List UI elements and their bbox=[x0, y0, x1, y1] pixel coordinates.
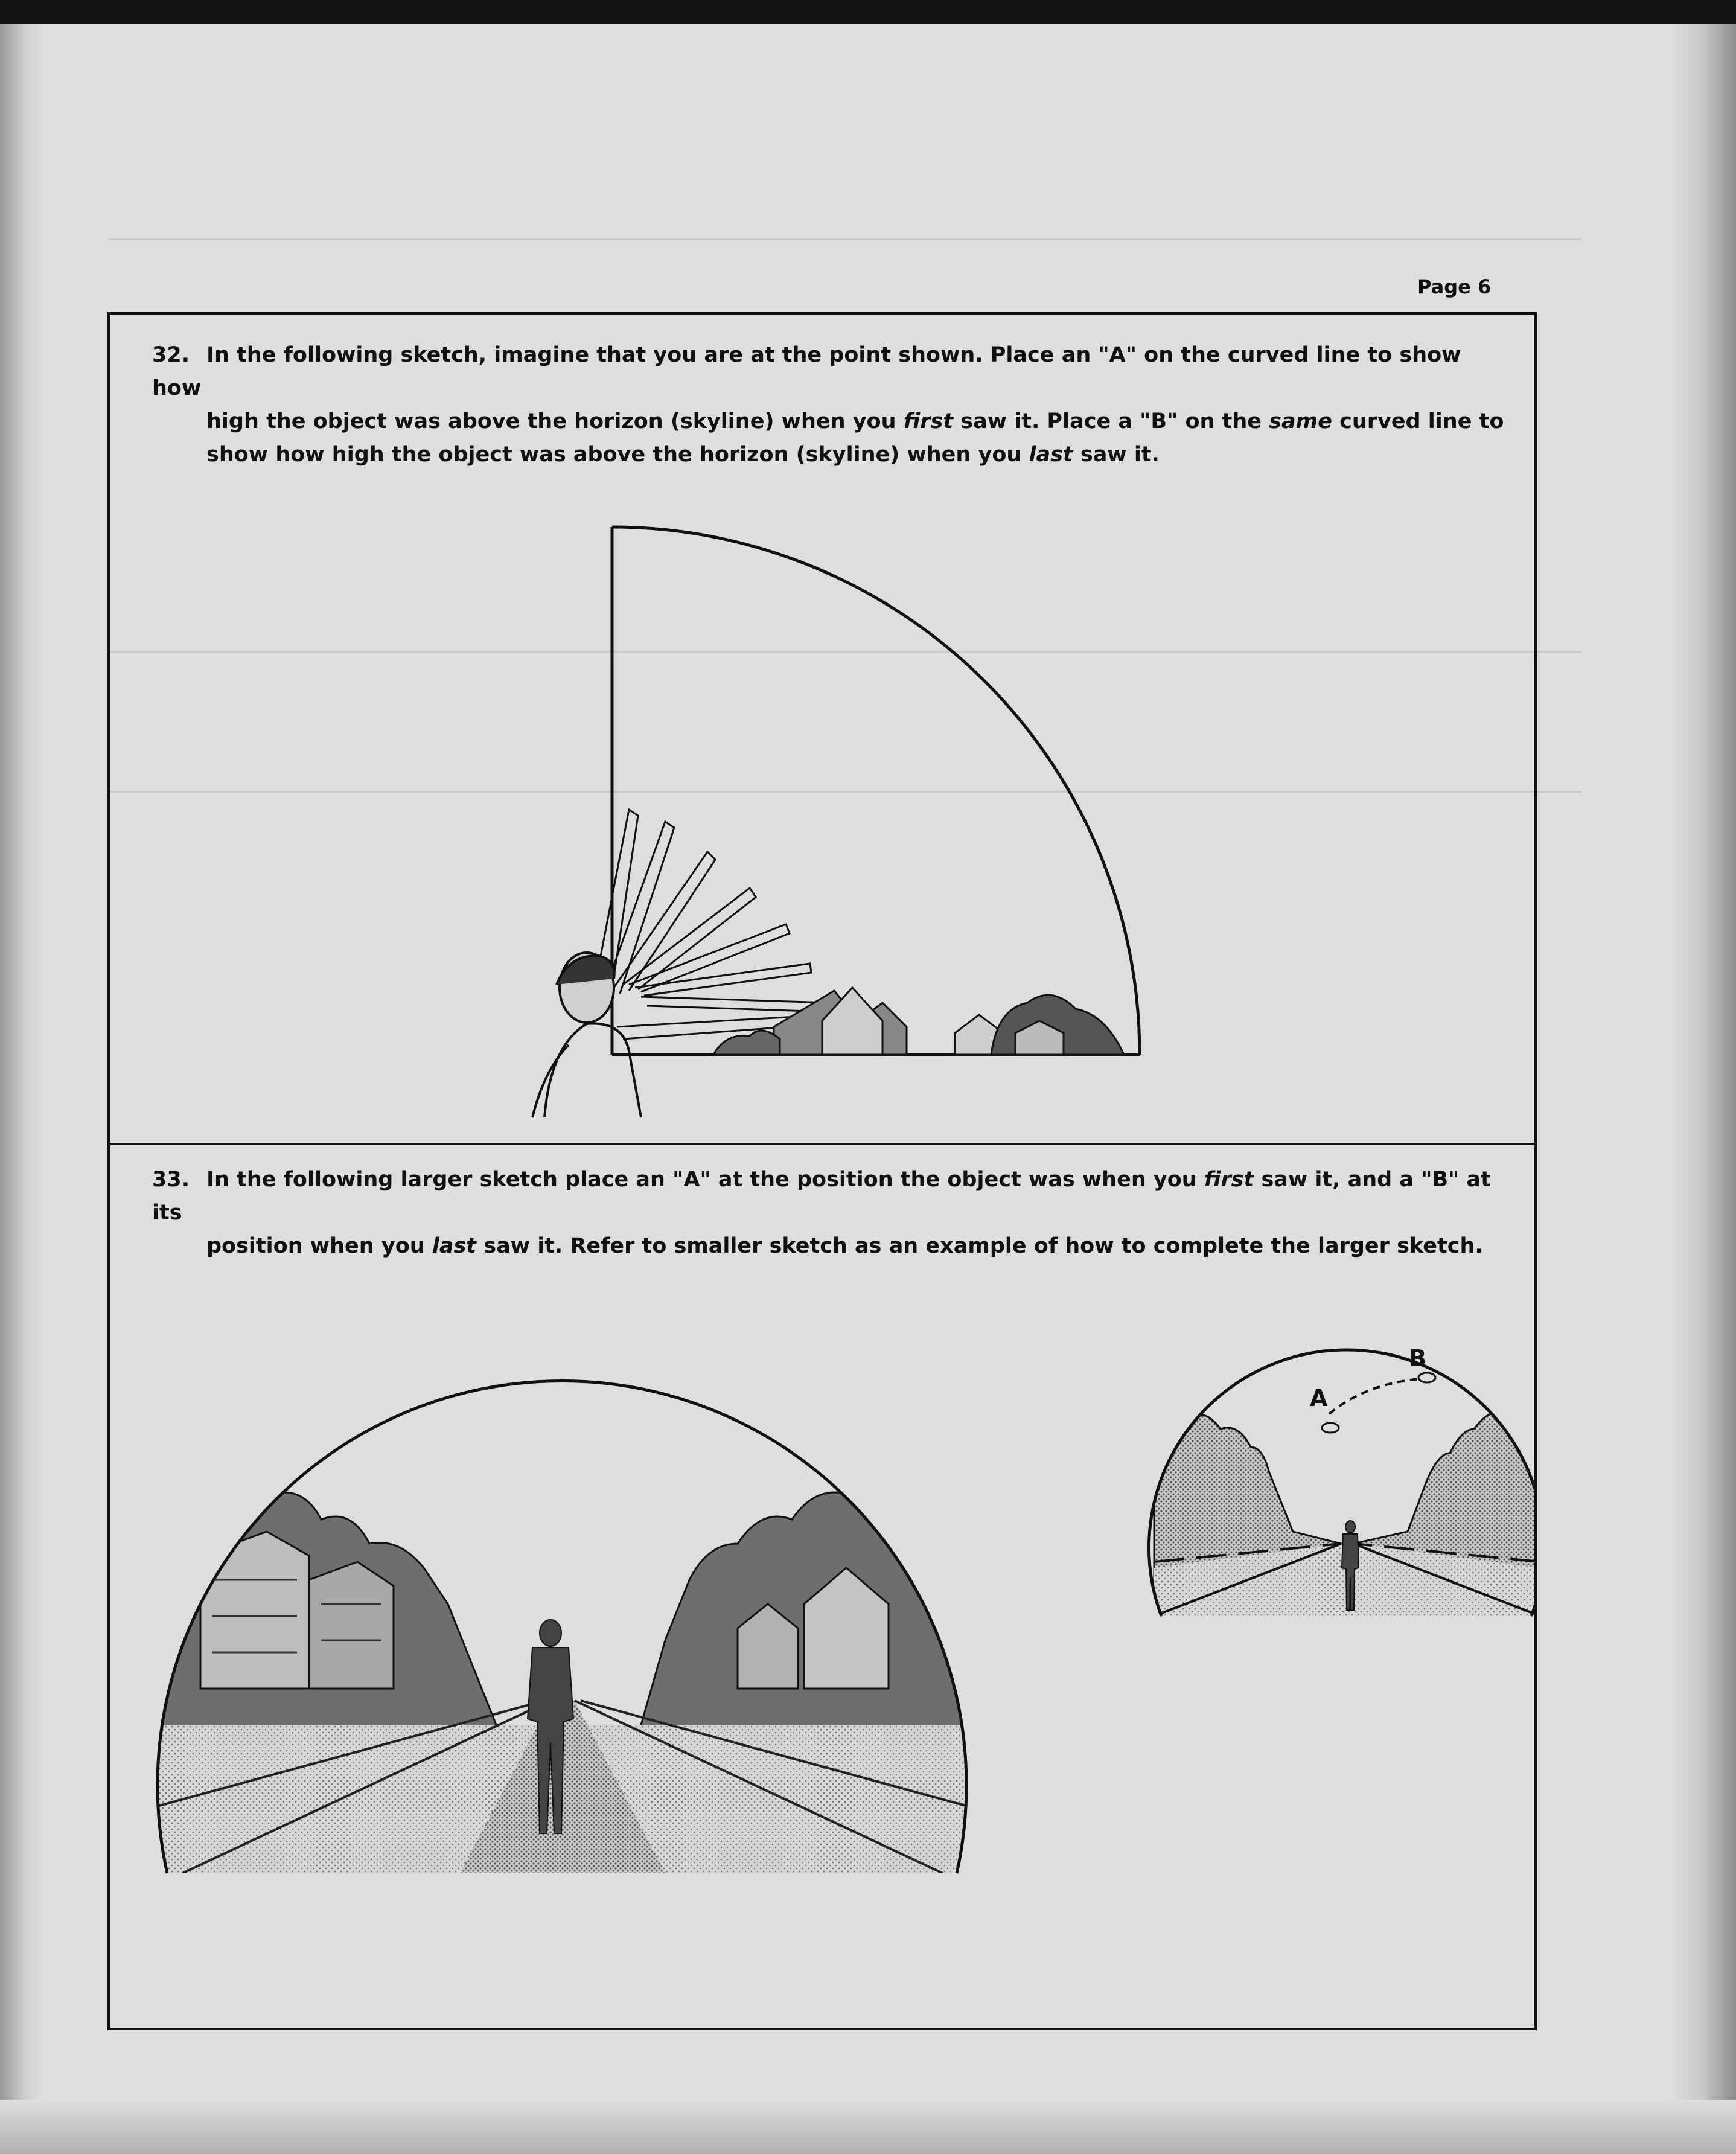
question-32-line-1: 32. In the following sketch, imagine that you are at the point shown. Place an "A" on the curved line to show how bbox=[152, 339, 1510, 405]
question-33-panel bbox=[107, 1143, 1537, 2030]
page-number: Page 6 bbox=[1417, 275, 1492, 298]
pointing-hands-illustration bbox=[593, 810, 829, 1039]
question-32-panel bbox=[107, 312, 1537, 1145]
small-example-sketch bbox=[1149, 1345, 1534, 1616]
label-a: A bbox=[1310, 1385, 1328, 1411]
question-33-line-2: position when you last saw it. Refer to smaller sketch as an example of how to complete the larger sketch. bbox=[206, 1234, 1483, 1258]
left-building-illustration bbox=[200, 1532, 309, 1689]
object-a-icon bbox=[1322, 1423, 1339, 1433]
question-32-line-3: show how high the object was above the horizon (skyline) when you last saw it. bbox=[206, 443, 1160, 467]
object-path-dashed bbox=[1329, 1379, 1421, 1414]
sketches-area bbox=[110, 1145, 1534, 2028]
label-b: B bbox=[1409, 1345, 1426, 1372]
question-33-line-1: 33. In the following larger sketch place an "A" at the position the object was when you first saw it, and a "B" at its bbox=[152, 1163, 1510, 1230]
question-32-number: 32. bbox=[152, 343, 190, 367]
scan-edge-bottom bbox=[0, 2100, 1736, 2154]
skyline-illustration bbox=[713, 988, 1124, 1055]
quarter-circle-arc bbox=[612, 527, 1140, 1055]
question-33-number: 33. bbox=[152, 1168, 190, 1192]
object-b-icon bbox=[1418, 1373, 1435, 1382]
bleed-through-line bbox=[109, 238, 1581, 240]
quarter-circle-sketch bbox=[110, 315, 1534, 1143]
large-sketch bbox=[146, 1381, 979, 1873]
scan-edge-right bbox=[1670, 24, 1736, 2154]
scan-edge-left bbox=[0, 24, 42, 2154]
question-32-line-2: high the object was above the horizon (skyline) when you first saw it. Place a "B" on the same curved line to bbox=[206, 409, 1504, 433]
